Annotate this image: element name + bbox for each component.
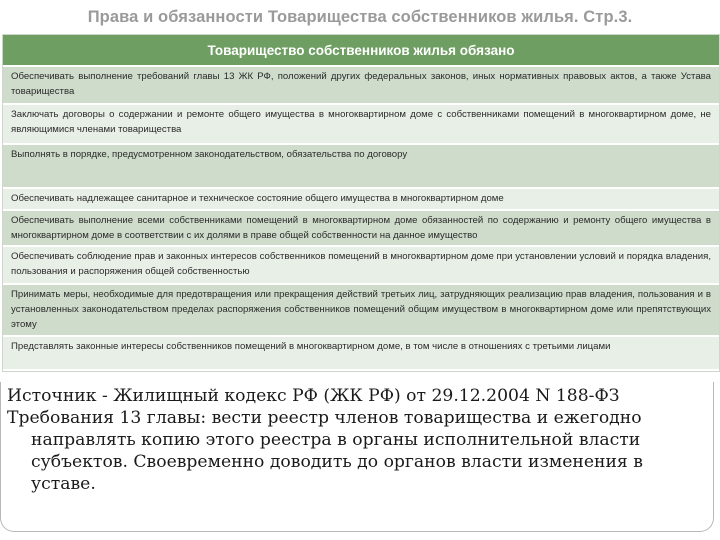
- table-row: Заключать договоры о содержании и ремонте общего имущества в многоквартирном доме с собственниками помещений в многоквартирном доме, не являющимися членами товарищества: [3, 105, 719, 145]
- table-row: Обеспечивать надлежащее санитарное и техническое состояние общего имущества в многоквартирном доме: [3, 189, 719, 211]
- table-row: Обеспечивать выполнение требований главы 13 ЖК РФ, положений других федеральных законов, иных нормативных правовых актов, а также Устава товарищества: [3, 67, 719, 105]
- table-header: Товарищество собственников жилья обязано: [3, 35, 719, 67]
- source-text: Источник - Жилищный кодекс РФ (ЖК РФ) от 29.12.2004 N 188-ФЗ: [7, 386, 620, 406]
- table-row: Выполнять в порядке, предусмотренном законодательством, обязательства по договору: [3, 145, 719, 189]
- requirements-text: Требования 13 главы: вести реестр членов товарищества и ежегодно направлять копию этого реестра в органы исполнительной власти субъектов. Своевременно доводить до органов власти изменения в уставе.: [7, 408, 643, 494]
- table-row: Обеспечивать выполнение всеми собственниками помещений в многоквартирном доме обязанностей по содержанию и ремонту общего имущества в многоквартирном доме в соответствии с их долями в праве общей собственности на данное имущество: [3, 211, 719, 247]
- slide-title: Права и обязанности Товарищества собственников жилья. Стр.3.: [87, 7, 633, 26]
- obligations-table: [2, 34, 720, 372]
- table-row: Представлять законные интересы собственников помещений в многоквартирном доме, в том числе в отношениях с третьими лицами: [3, 337, 719, 371]
- table-row: Принимать меры, необходимые для предотвращения или прекращения действий третьих лиц, затрудняющих реализацию прав владения, пользования и в установленных законодательством пределах распоряжения собственников помещений общим имуществом в многоквартирном доме или препятствующих этому: [3, 285, 719, 337]
- source-note: [0, 382, 714, 532]
- table-row: Обеспечивать соблюдение прав и законных интересов собственников помещений в многоквартирном доме при установлении условий и порядка владения, пользования и распоряжения общей собственностью: [3, 247, 719, 285]
